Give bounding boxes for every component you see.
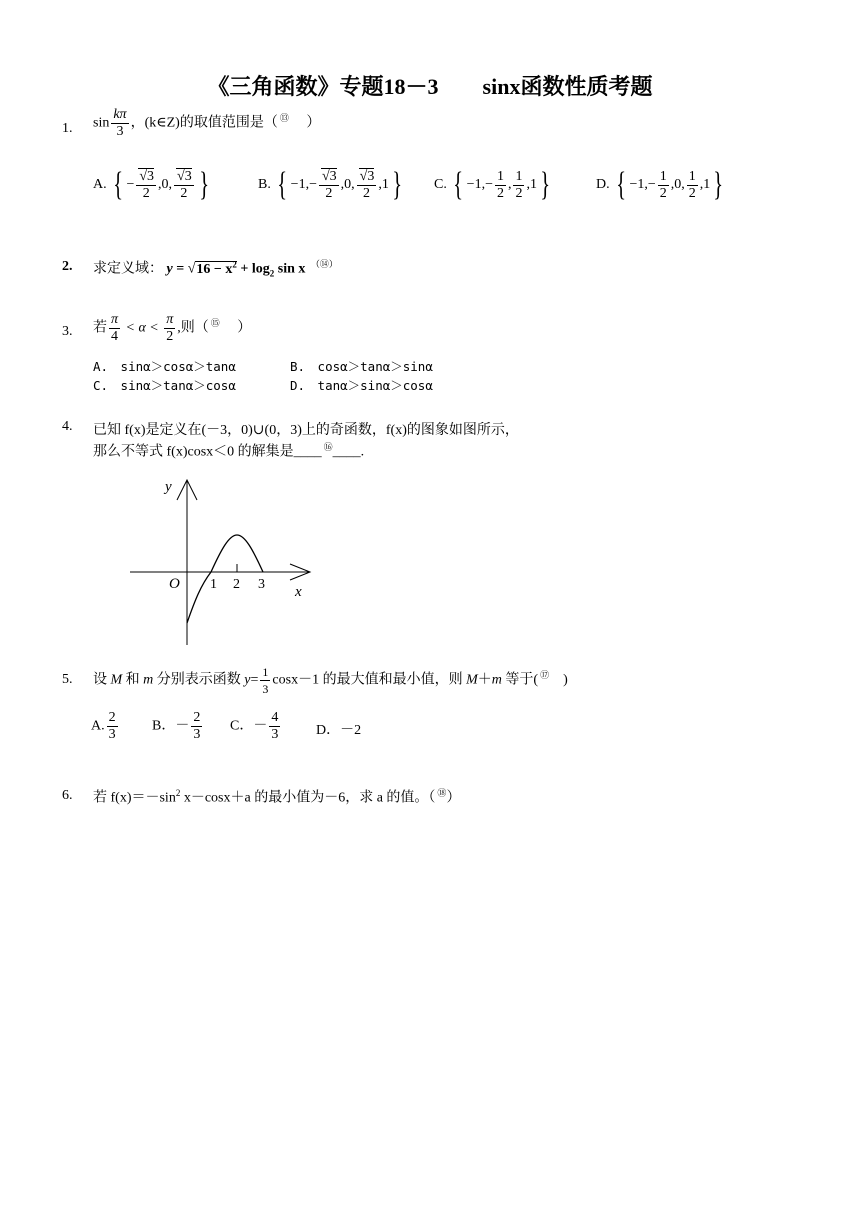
- q5-m2: m: [491, 672, 502, 688]
- q5-option-b[interactable]: [152, 710, 204, 743]
- q2-radicand: $16 - x^2$: [196, 259, 237, 277]
- q3-option-a[interactable]: A. sinα＞cosα＞tanα: [93, 359, 236, 374]
- q5-number: 5.: [62, 672, 73, 687]
- q5-option-a-den: 3: [108, 727, 116, 742]
- q3-number: 3.: [62, 324, 73, 339]
- q4-graph: [125, 475, 325, 655]
- q5-eq: =: [250, 672, 259, 688]
- q4-tick-label-1: 1: [210, 577, 217, 592]
- q5-m: m: [143, 672, 154, 688]
- q5-y: y: [244, 672, 251, 688]
- q2-log-base: 2: [269, 268, 275, 279]
- page-title: 《三角函数》专题18－3 sinx函数性质考题: [207, 74, 653, 99]
- q5-option-c-num: 4: [271, 710, 279, 725]
- q5-stem: [93, 664, 568, 697]
- q4-line-2: [93, 440, 364, 461]
- q5-and: 和: [122, 672, 144, 688]
- q6-text-b: x－cosx＋a 的最小值为－6，求 a 的值。（: [180, 790, 436, 806]
- q6-close: ）: [446, 790, 461, 806]
- q6-circled-number: ⑱: [437, 788, 447, 798]
- q2-text: 求定义域：: [93, 261, 163, 277]
- q3-option-b[interactable]: B. cosα＞tanα＞sinα: [290, 359, 433, 374]
- q1-fraction: [111, 107, 128, 140]
- q3-circled-number: ⑮: [210, 318, 220, 329]
- q3-pi-num-2: π: [166, 312, 174, 327]
- q6-stem: [93, 786, 460, 807]
- q4-circled-number: ⑯: [323, 442, 333, 452]
- q3-close: ）: [237, 320, 252, 336]
- q2-stem: 求定义域： $y = √16 - x^2 + \log_2 \sin x$ （⑭）: [93, 259, 338, 279]
- q5-text-c: cosx－1 的最大值和最小值，则: [272, 672, 467, 688]
- q1-option-a-label: A.: [93, 177, 107, 193]
- q6-sup: 2: [175, 788, 181, 798]
- q4-tick-label-3: 3: [258, 577, 265, 592]
- q1-text: ，(k∈Z)的取值范围是（: [130, 115, 278, 131]
- q5-option-c-den: 3: [271, 727, 279, 742]
- q5-option-a-num: 2: [108, 710, 116, 725]
- q3-inequality: < α <: [122, 320, 163, 336]
- q5-option-b-label: B．－: [152, 718, 190, 734]
- q3-two: 2: [166, 329, 174, 344]
- q5-circled-number: ⑰: [540, 670, 550, 681]
- q3-then: ,则（: [177, 320, 209, 336]
- q4-line-2a: 那么不等式 f(x)cosx＜0 的解集是____: [93, 444, 322, 460]
- q1-circled-number: ⑬: [279, 113, 289, 124]
- q3-text-start: 若: [93, 320, 107, 336]
- q5-plus: ＋: [477, 672, 492, 688]
- q4-tick-label-2: 2: [233, 577, 240, 592]
- q2-number: 2.: [62, 259, 73, 274]
- q5-text-a: 设: [93, 672, 111, 688]
- q5-M2: M: [466, 672, 478, 688]
- q3-pi-num-1: π: [111, 312, 119, 327]
- q1-option-c[interactable]: C. { −1,− $\frac{1}{2}$ , $\frac{1}{2}$ ,1}: [434, 166, 551, 203]
- q6-number: 6.: [62, 788, 73, 803]
- q5-frac-num: 1: [262, 665, 269, 679]
- q5-option-a-label: A.: [91, 718, 105, 734]
- q1-frac-num: kπ: [113, 107, 127, 122]
- q5-option-a[interactable]: [91, 710, 120, 743]
- q2-sin-x: sin x: [274, 261, 306, 277]
- q4-y-label: y: [165, 479, 172, 495]
- q1-option-d-label: D.: [596, 177, 610, 193]
- q5-close: ): [563, 672, 568, 688]
- q1-sin: sin: [93, 115, 110, 131]
- q5-M: M: [110, 672, 123, 688]
- q4-line-1: 已知 f(x)是定义在(－3，0)∪(0，3)上的奇函数，f(x)的图象如图所示，: [93, 423, 519, 438]
- q3-option-c[interactable]: C. sinα＞tanα＞cosα: [93, 378, 236, 393]
- q1-stem: [93, 107, 320, 140]
- q5-option-c[interactable]: [230, 710, 282, 743]
- q3-option-d[interactable]: D. tanα＞sinα＞cosα: [290, 378, 433, 393]
- q1-option-b-label: B.: [258, 177, 271, 193]
- q2-log: + log: [236, 261, 270, 277]
- q5-option-b-num: 2: [193, 710, 201, 725]
- q4-function-curve: [187, 535, 263, 623]
- q2-formula-eq: =: [172, 261, 188, 277]
- q1-option-b[interactable]: B. { −1,− $\frac{√3}{2}$ ,0, $\frac{√3}{2}$ ,1}: [258, 166, 402, 203]
- q4-x-label: x: [295, 584, 302, 600]
- q6-text-a: 若 f(x)＝－sin: [93, 790, 176, 806]
- q3-four: 4: [111, 329, 118, 344]
- q5-option-b-den: 3: [193, 727, 201, 742]
- q5-text-d: 等于(: [501, 672, 539, 688]
- q2-circled-number: （⑭）: [310, 259, 338, 269]
- q1-frac-den: 3: [116, 124, 124, 139]
- q4-origin-label: O: [169, 576, 180, 592]
- q1-number: 1.: [62, 121, 73, 136]
- q3-stem: [93, 312, 251, 345]
- q5-text-b: 分别表示函数: [153, 672, 245, 688]
- q4-number: 4.: [62, 419, 73, 434]
- q4-line-2b: ____.: [332, 444, 365, 460]
- q1-option-c-label: C.: [434, 177, 447, 193]
- q1-option-d[interactable]: D. { −1,− $\frac{1}{2}$ ,0, $\frac{1}{2}$ ,1}: [596, 166, 724, 203]
- q2-formula-y: y: [166, 261, 173, 277]
- q5-option-c-label: C．－: [230, 718, 268, 734]
- q1-option-a[interactable]: A. { − $\frac{√3}{2}$ ,0, $\frac{√3}{2}$ }: [93, 166, 209, 203]
- q5-frac-den: 3: [262, 682, 269, 696]
- q5-option-d[interactable]: D．－2: [316, 723, 362, 738]
- q1-close: ）: [306, 115, 321, 131]
